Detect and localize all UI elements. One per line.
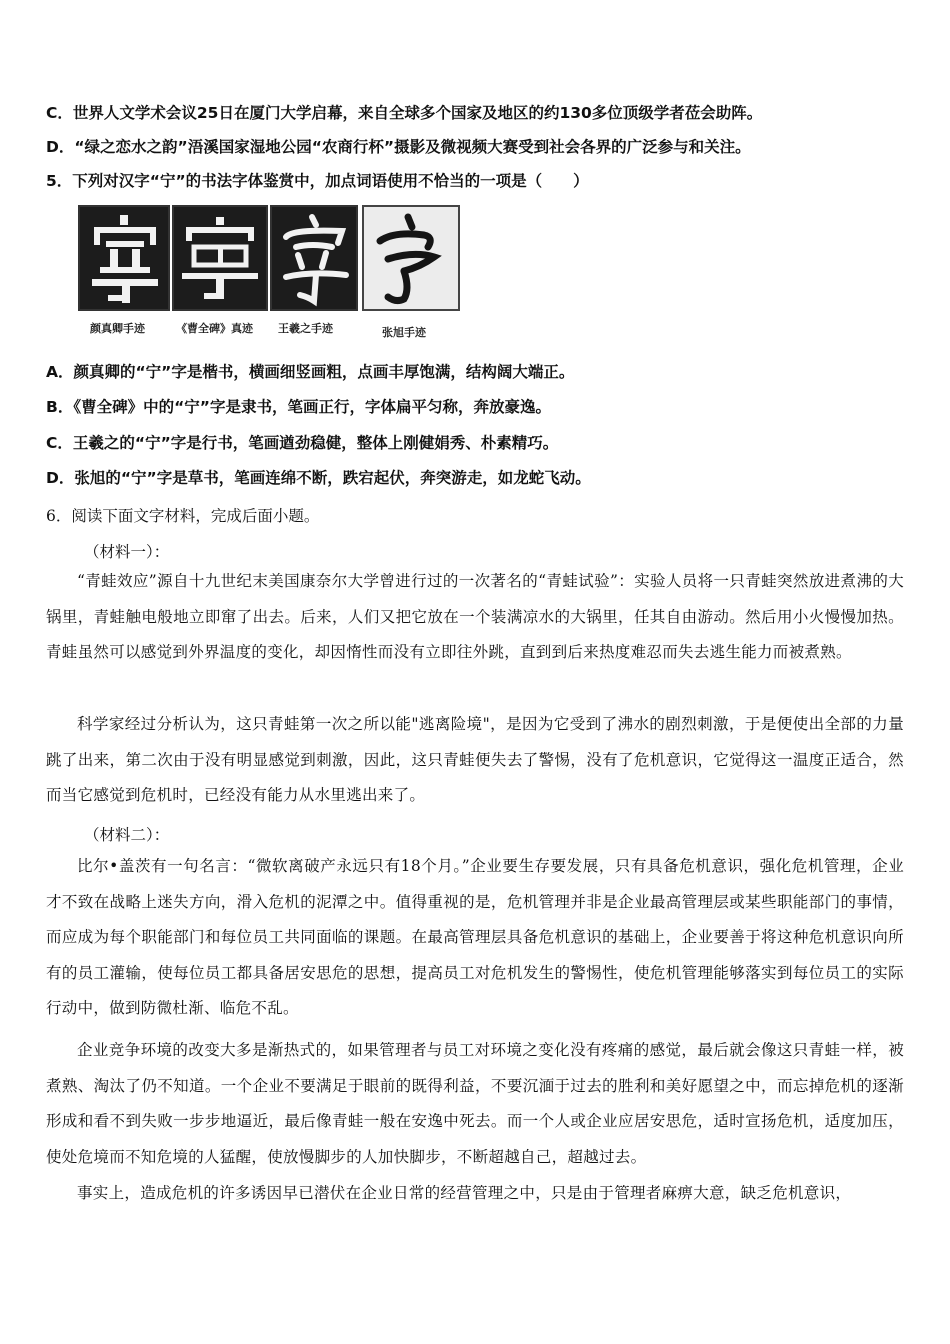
material2-paragraph-1: 比尔•盖茨有一句名言：“微软离破产永远只有18个月。”企业要生存要发展，只有具备危机意识，强化危机管理，企业才不致在战略上迷失方向，滑入危机的泥潭之中。值得重视的是，危机管理并非是企业最高管理层或某些职能部门的事情，而应成为每个职能部门和每位员工共同面临的课题。在最高管理层具备危机意识的基础上，企业要善于将这种危机意识向所有的员工灌输，使每位员工都具备居安思危的思想，提高员工对危机发生的警惕性，使危机管理能够落实到每位员工的实际行动中，做到防微杜渐、临危不乱。 [46, 857, 904, 1018]
material2-paragraph-2: 企业竞争环境的改变大多是渐热式的，如果管理者与员工对环境之变化没有疼痛的感觉，最后就会像这只青蛙一样，被煮熟、淘汰了仍不知道。一个企业不要满足于眼前的既得利益，不要沉湎于过去的胜利和美好愿望之中，而忘掉危机的逐渐形成和看不到失败一步步地逼近，最后像青蛙一般在安逸中死去。而一个人或企业应居安思危，适时宣扬危机，适度加压，使处危境而不知危境的人猛醒，使放慢脚步的人加快脚步，不断超越自己，超越过去。 [46, 1041, 904, 1166]
q5-stem: 5．下列对汉字“宁”的书法字体鉴赏中，加点词语使用不恰当的一项是（ ） [46, 172, 589, 190]
caption-zhang-xu: 张旭手迹 [382, 326, 426, 339]
q5-option-a: A．颜真卿的“宁”字是楷书，横画细竖画粗，点画丰厚饱满，结构阔大端正。 [46, 363, 575, 381]
caption-wang-xizhi: 王羲之手迹 [278, 322, 333, 335]
q4-option-d: D．“绿之恋水之韵”浯溪国家湿地公园“农商行杯”摄影及微视频大赛受到社会各界的广泛参与和关注。 [46, 138, 751, 156]
material2-label: （材料二）： [84, 826, 170, 844]
material1-paragraph-1: “青蛙效应”源自十九世纪末美国康奈尔大学曾进行过的一次著名的“青蛙试验”：实验人员将一只青蛙突然放进煮沸的大锅里，青蛙触电般地立即窜了出去。后来，人们又把它放在一个装满凉水的大锅里，任其自由游动。然后用小火慢慢加热。青蛙虽然可以感觉到外界温度的变化，却因惰性而没有立即往外跳，直到到后来热度难忍而失去逃生能力而被煮熟。 [46, 572, 904, 662]
q5-option-c: C．王羲之的“宁”字是行书，笔画遒劲稳健，整体上刚健娟秀、朴素精巧。 [46, 434, 559, 452]
caption-yan-zhenqing: 颜真卿手迹 [90, 322, 145, 335]
material1-paragraph-2: 科学家经过分析认为，这只青蛙第一次之所以能"逃离险境"，是因为它受到了沸水的剧烈刺激，于是便使出全部的力量跳了出来，第二次由于没有明显感觉到刺激，因此，这只青蛙便失去了警惕，没有了危机意识，它觉得这一温度正适合，然而当它感觉到危机时，已经没有能力从水里逃出来了。 [46, 715, 904, 805]
calligraphy-wang-xizhi-image [270, 205, 358, 311]
q6-stem: 6．阅读下面文字材料，完成后面小题。 [46, 507, 320, 525]
caption-caoquanbei: 《曹全碑》真迹 [176, 322, 253, 335]
q5-option-b: B．《曹全碑》中的“宁”字是隶书，笔画正行，字体扁平匀称，奔放豪逸。 [46, 398, 551, 416]
material1-label: （材料一）： [84, 543, 170, 561]
calligraphy-zhang-xu-image [362, 205, 460, 311]
calligraphy-caoquanbei-image [172, 205, 268, 311]
q4-option-c: C．世界人文学术会议25日在厦门大学启幕，来自全球多个国家及地区的约130多位顶级学者莅会助阵。 [46, 104, 763, 122]
calligraphy-yan-zhenqing-image [78, 205, 170, 311]
q5-option-d: D．张旭的“宁”字是草书，笔画连绵不断，跌宕起伏，奔突游走，如龙蛇飞动。 [46, 469, 591, 487]
material2-paragraph-3: 事实上，造成危机的许多诱因早已潜伏在企业日常的经营管理之中，只是由于管理者麻痹大意，缺乏危机意识， [77, 1184, 852, 1202]
